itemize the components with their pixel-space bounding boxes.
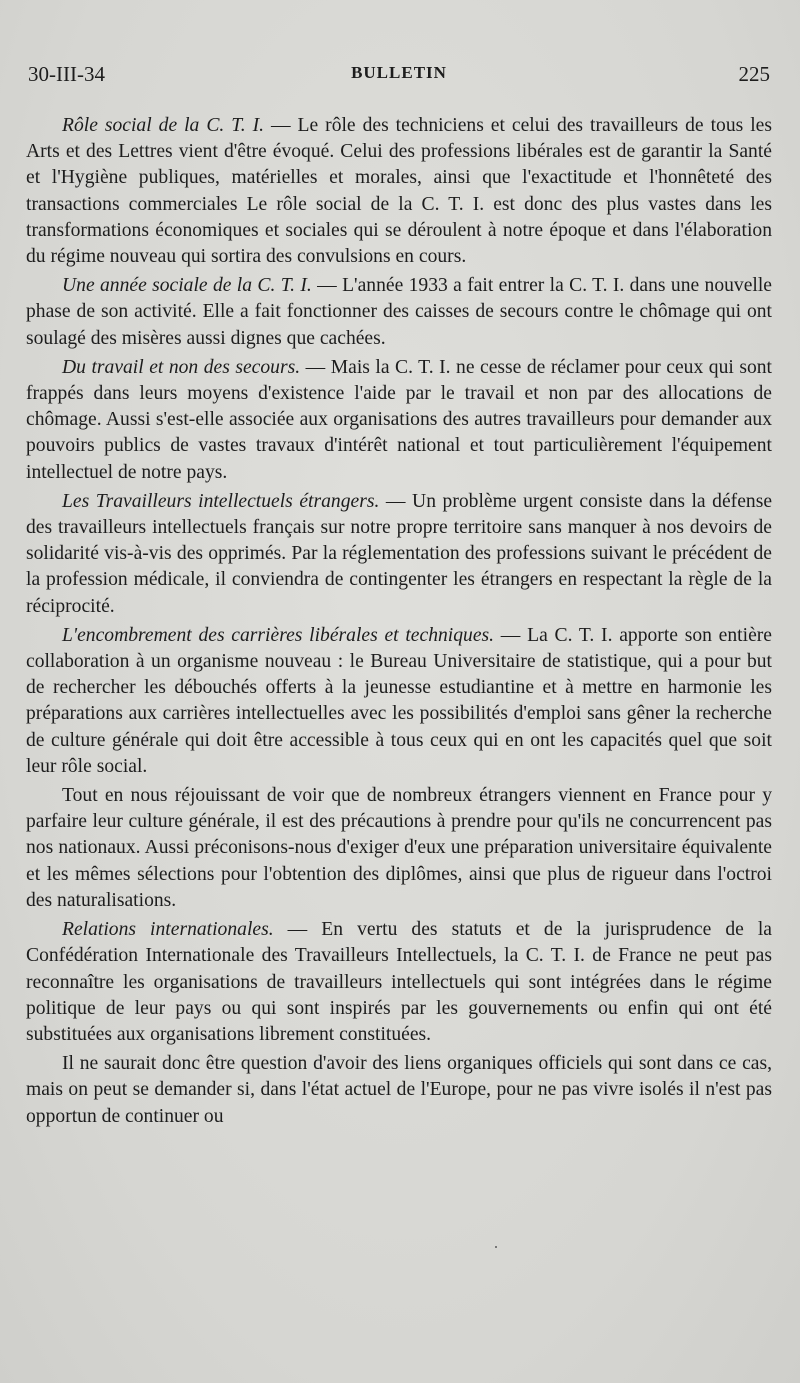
paragraph-liens-organiques [26, 1051, 772, 1130]
paragraph-du-travail [26, 355, 772, 486]
section-title: Les Travailleurs intellectuels étrangers. [62, 490, 380, 512]
header-date: 30-III-34 [28, 62, 105, 86]
paragraph-text: Il ne saurait donc être question d'avoir des liens organiques officiels qui sont dans ce cas, mais on peut se demander si, dans l'état actuel de l'Europe, pour ne pas vivre isolés il n'est pas opportun de continuer ou [26, 1053, 772, 1127]
paragraph-text: — L'année 1933 a fait entrer la C. T. I. dans une nouvelle phase de son activité. Elle a fait fonctionner des caisses de secours contre le chômage qui ont soulagé des misères aussi dignes que cachées. [26, 275, 772, 349]
paragraph-text: — Le rôle des techniciens et celui des travailleurs de tous les Arts et des Lettres vient d'être évoqué. Celui des professions libérales est de garantir la Santé et l'Hygiène publiques, matérielles et morales, ainsi que l'exactitude et l'honnêteté des transactions commerciales Le rôle social de la C. T. I. est donc des plus vastes dans les transformations économiques et sociales qui se déroulent à notre époque et dans l'élaboration du régime nouveau qui sortira des convulsions en cours. [26, 115, 772, 268]
paragraph-travailleurs-etrangers [26, 489, 772, 620]
section-title: Une année sociale de la C. T. I. [62, 275, 312, 297]
paragraph-relations-internationales [26, 917, 772, 1048]
paragraph-encombrement [26, 623, 772, 780]
paper-speck [495, 1246, 497, 1248]
paragraph-text: Tout en nous réjouissant de voir que de nombreux étrangers viennent en France pour y parfaire leur culture générale, il est des précautions à prendre pour qu'ils ne concurrencent pas nos nationaux. Aussi préconisons-nous d'exiger d'eux une préparation universitaire équivalente et les mêmes sélections pour l'obtention des diplômes, ainsi que plus de rigueur dans l'octroi des naturalisations. [26, 785, 772, 911]
paragraph-etrangers-culture [26, 783, 772, 914]
section-title: Du travail et non des secours. [62, 356, 301, 378]
running-header [28, 62, 770, 88]
section-title: Relations internationales. [62, 919, 274, 941]
paragraph-annee-sociale [26, 273, 772, 352]
section-title: L'encombrement des carrières libérales et techniques. [62, 624, 495, 646]
header-journal-title: BULLETIN [351, 63, 447, 82]
article-body [26, 113, 772, 1133]
section-title: Rôle social de la C. T. I. [62, 115, 264, 136]
paragraph-text: — En vertu des statuts et de la jurisprudence de la Confédération Internationale des Travailleurs Intellectuels, la C. T. I. de France ne peut pas reconnaître les organisations de travailleurs intellectuels qui sont intégrées dans le régime politique de leur pays ou qui sont inspirés par les gouvernements ou enfin qui ont été substituées aux organisations librement constituées. [26, 919, 772, 1045]
paragraph-text: — Un problème urgent consiste dans la défense des travailleurs intellectuels français sur notre propre territoire sans manquer à nos devoirs de solidarité vis-à-vis des opprimés. Par la réglementation des professions suivant le précédent de la profession médicale, il conviendra de contingenter les étrangers en respectant la règle de la réciprocité. [26, 490, 773, 617]
paragraph-role-social [26, 113, 772, 270]
paragraph-text: — Mais la C. T. I. ne cesse de réclamer pour ceux qui sont frappés dans leurs moyens d'existence l'aide par le travail et non par des allocations de chômage. Aussi s'est-elle associée aux organisations des autres travailleurs pour demander aux pouvoirs publics de vastes travaux d'intérêt national et tout particulièrement l'équipement intellectuel de notre pays. [26, 356, 772, 483]
header-page-number: 225 [738, 62, 770, 86]
paragraph-text: — La C. T. I. apporte son entière collaboration à un organisme nouveau : le Bureau Universitaire de statistique, qui a pour but de rechercher les débouchés offerts à la jeunesse estudiantine et à mettre en harmonie les préparations aux carrières intellectuelles avec les possibilités d'emploi sans gêner la recherche de culture générale qui doit être accessible à tous ceux qui en ont les capacités quel que soit leur rôle social. [26, 624, 772, 777]
